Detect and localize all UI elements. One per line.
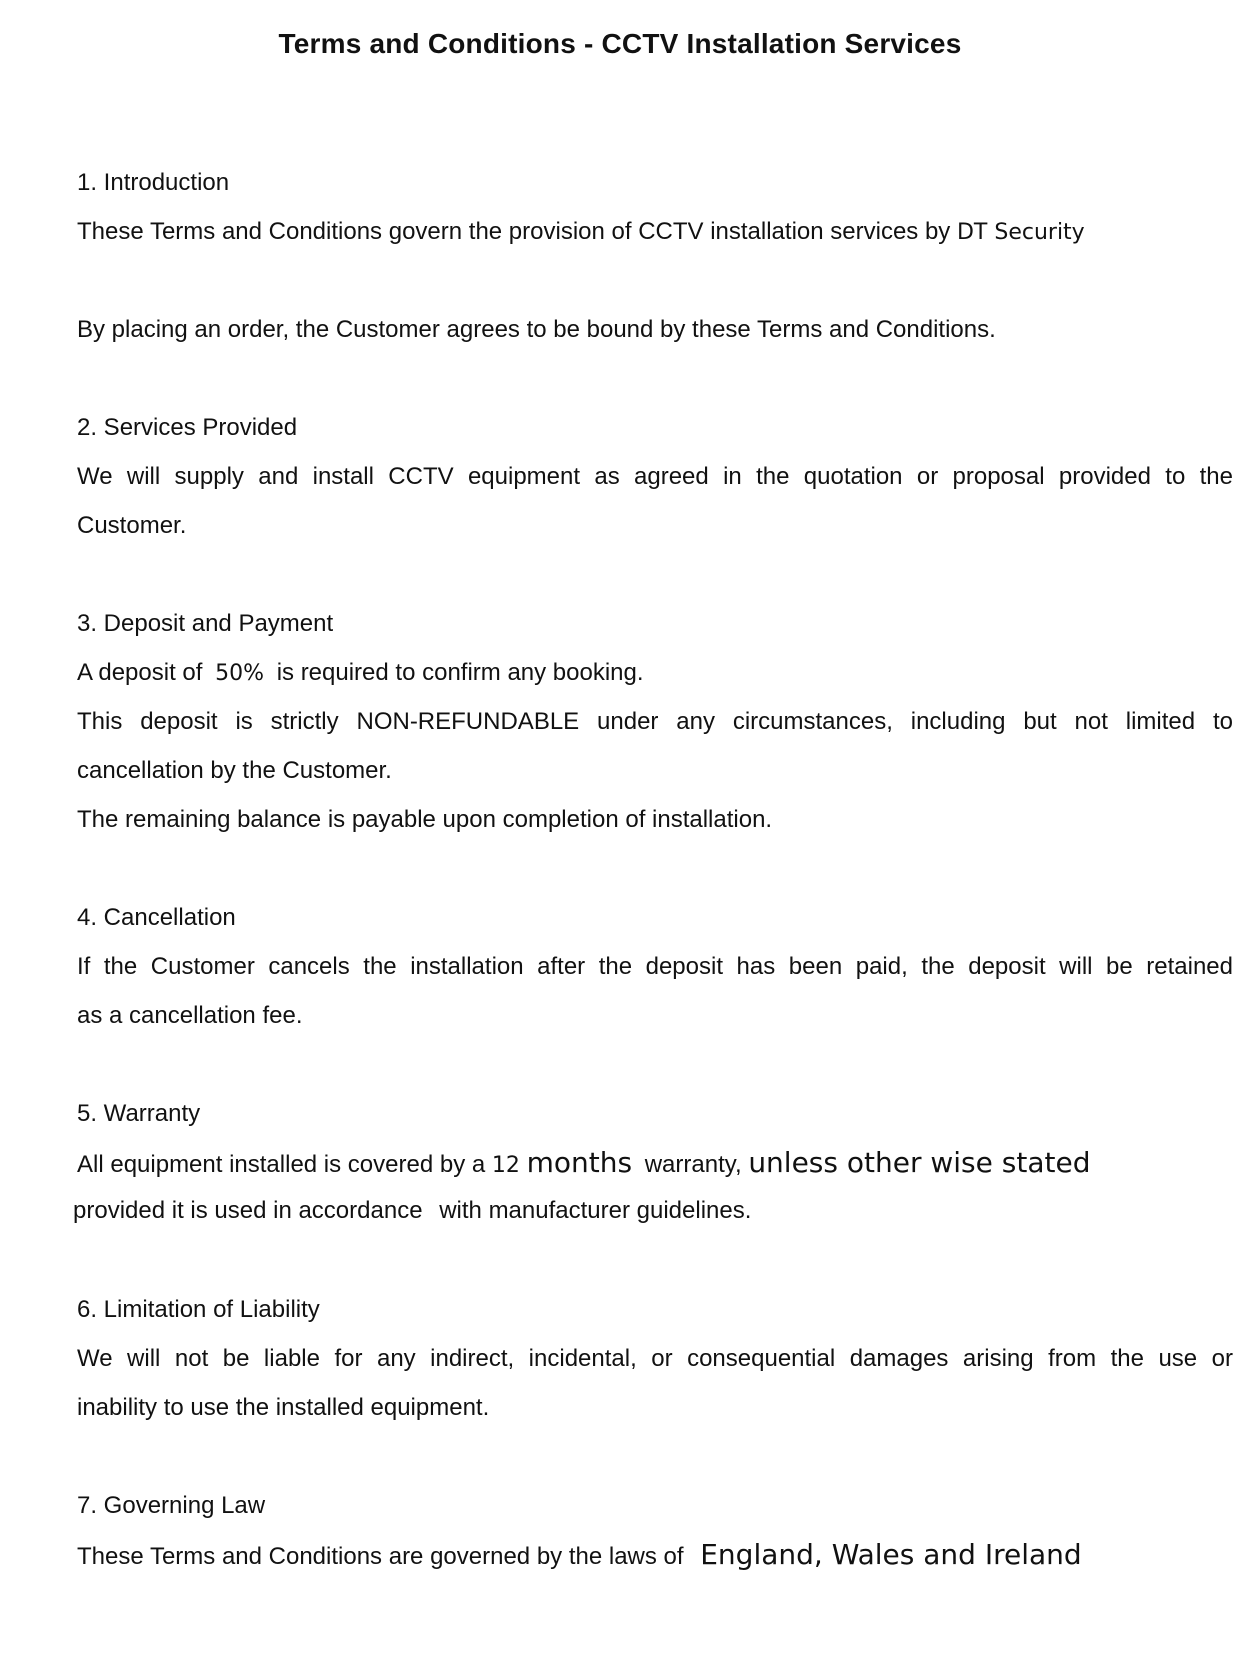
deposit-suffix: is required to confirm any booking. <box>276 659 644 686</box>
agreement-paragraph: By placing an order, the Customer agrees to be bound by these Terms and Conditions. <box>77 316 996 343</box>
balance-line: The remaining balance is payable upon completion of installation. <box>77 806 773 833</box>
warranty-line-2 <box>73 1196 751 1226</box>
deposit-line <box>77 658 644 689</box>
introduction-paragraph <box>77 217 1085 248</box>
section-heading-liability: 6. Limitation of Liability <box>77 1296 320 1323</box>
services-line-1: We will supply and install CCTV equipment as agreed in the quotation or proposal provided to the <box>77 463 1233 490</box>
warranty-period-number: 12 <box>491 1153 520 1178</box>
section-heading-cancellation: 4. Cancellation <box>77 904 236 931</box>
section-heading-warranty: 5. Warranty <box>77 1100 201 1127</box>
nonrefundable-line-2: cancellation by the Customer. <box>77 757 392 784</box>
cancellation-line-2: as a cancellation fee. <box>77 1002 303 1029</box>
warranty-period-unit: months <box>526 1146 633 1179</box>
cancellation-line-1: If the Customer cancels the installation after the deposit has been paid, the deposit will be retained <box>77 953 1233 980</box>
warranty-word: warranty, <box>644 1151 742 1178</box>
liability-line-2: inability to use the installed equipment. <box>77 1394 490 1421</box>
company-name: DT Security <box>956 220 1085 245</box>
deposit-prefix: A deposit of <box>77 659 203 686</box>
section-heading-introduction: 1. Introduction <box>77 169 230 196</box>
warranty-line-1 <box>77 1148 1090 1181</box>
jurisdiction: England, Wales and Ireland <box>700 1538 1082 1571</box>
section-heading-services: 2. Services Provided <box>77 414 298 441</box>
liability-line-1: We will not be liable for any indirect, incidental, or consequential damages arising from the use or <box>77 1345 1233 1372</box>
section-heading-governing-law: 7. Governing Law <box>77 1492 266 1519</box>
section-heading-payment: 3. Deposit and Payment <box>77 610 334 637</box>
warranty-exception: unless other wise stated <box>748 1146 1091 1179</box>
warranty-prefix: All equipment installed is covered by a <box>77 1151 486 1178</box>
document-title: Terms and Conditions - CCTV Installation Services <box>278 28 962 59</box>
services-line-2: Customer. <box>77 512 187 539</box>
warranty-condition-a: provided it is used in accordance <box>73 1197 423 1224</box>
governing-law-line <box>77 1540 1082 1572</box>
nonrefundable-line-1: This deposit is strictly NON-REFUNDABLE under any circumstances, including but not limited to <box>77 708 1233 735</box>
governing-law-prefix: These Terms and Conditions are governed by the laws of <box>77 1543 684 1570</box>
introduction-text: These Terms and Conditions govern the provision of CCTV installation services by <box>77 218 951 245</box>
deposit-percent: 50% <box>215 661 265 686</box>
warranty-condition-b: with manufacturer guidelines. <box>439 1197 752 1224</box>
